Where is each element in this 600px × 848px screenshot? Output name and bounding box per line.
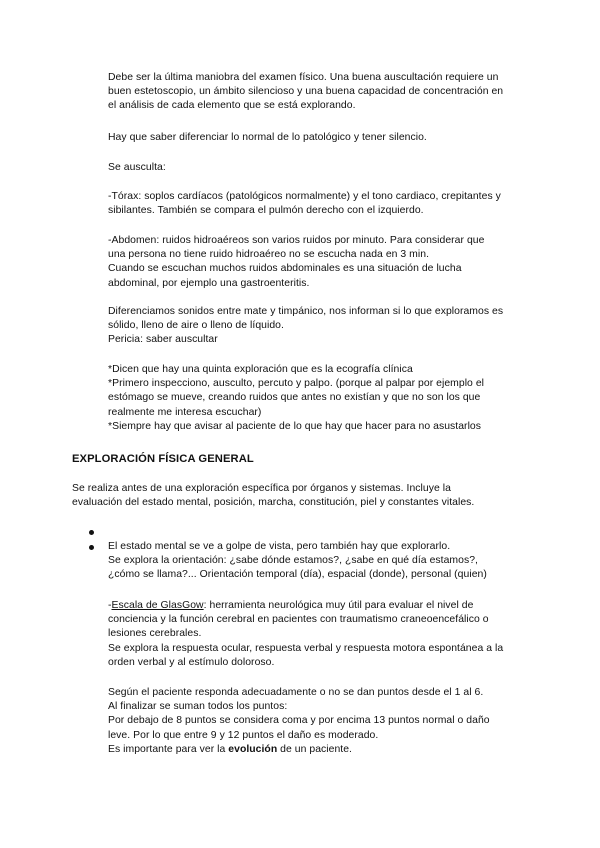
sonidos-line-2: sólido, lleno de aire o lleno de líquido. [108,320,284,332]
notas-line-3: estómago se mueve, creando ruidos que antes no existían y que no son los que [108,392,481,404]
abdomen-line-3: Cuando se escuchan muchos ruidos abdominales es una situación de lucha [108,263,462,275]
intro-paragraph [108,71,503,114]
puntos-paragraph [108,686,490,757]
empty-bullet-dot [89,530,94,535]
glasgow-paragraph [108,599,503,670]
torax-line-2: sibilantes. También se compara el pulmón derecho con el izquierdo. [108,205,424,217]
bullet-line-1: El estado mental se ve a golpe de vista, pero también hay que explorarlo. [108,541,451,552]
torax-paragraph [108,190,501,218]
puntos-line-3: Por debajo de 8 puntos se considera coma y por encima 13 puntos normal o daño [108,715,490,727]
puntos-line-5-post: de un paciente. [277,743,352,755]
glasgow-line-1-rest: : herramienta neurológica muy útil para evaluar el nivel de [203,600,474,611]
glasgow-line-1 [108,599,503,613]
puntos-line-1: Según el paciente responda adecuadamente o no se dan puntos desde el 1 al 6. [108,687,484,698]
sonidos-line-1: Diferenciamos sonidos entre mate y timpánico, nos informan si lo que exploramos es [108,306,504,317]
section-intro-paragraph [72,482,474,510]
bullet-line-2: Se explora la orientación: ¿sabe dónde estamos?, ¿sabe en qué día estamos?, [108,555,478,567]
evolucion-bold: evolución [228,743,278,755]
glasgow-line-3: lesiones cerebrales. [108,628,202,640]
bullet-estado-mental [108,540,487,583]
diferenciar-text: Hay que saber diferenciar lo normal de lo patológico y tener silencio. [108,132,427,143]
bullet-dot [89,545,94,550]
abdomen-line-1: -Abdomen: ruidos hidroaéreos son varios ruidos por minuto. Para considerar que [108,235,485,246]
glasgow-line-5: orden verbal y al estímulo doloroso. [108,656,275,668]
sonidos-line-3: Pericia: saber auscultar [108,334,218,346]
notas-paragraph [108,363,484,434]
diferenciar-paragraph [108,131,427,145]
section-heading: EXPLORACIÓN FÍSICA GENERAL [72,453,254,465]
se-ausculta-paragraph [108,161,166,175]
se-ausculta-text: Se ausculta: [108,162,166,173]
glasgow-dash: - [108,600,112,611]
glasgow-link[interactable]: Escala de GlasGow [111,600,204,611]
puntos-line-5 [108,743,490,757]
intro-line-1: Debe ser la última maniobra del examen físico. Una buena auscultación requiere un [108,72,499,83]
glasgow-line-4: Se explora la respuesta ocular, respuesta verbal y respuesta motora espontánea a la [108,642,504,654]
section-intro-line-1: Se realiza antes de una exploración específica por órganos y sistemas. Incluye la [72,483,451,494]
abdomen-line-4: abdominal, por ejemplo una gastroenteritis. [108,277,310,289]
puntos-line-5-pre: Es importante para ver la [108,743,229,755]
notas-line-5: *Siempre hay que avisar al paciente de lo que hay que hacer para no asustarlos [108,420,482,432]
puntos-line-4: leve. Por lo que entre 9 y 12 puntos el daño es moderado. [108,729,379,741]
intro-line-3: el análisis de cada elemento que se está explorando. [108,100,356,112]
sonidos-paragraph [108,305,503,348]
notas-line-4: realmente me interesa escuchar) [108,406,262,418]
notas-line-2: *Primero inspecciono, ausculto, percuto y palpo. (porque al palpar por ejemplo el [108,378,485,390]
abdomen-paragraph [108,234,484,291]
bullet-line-3: ¿cómo se llama?... Orientación temporal (día), espacial (donde), personal (quien) [108,569,487,581]
notas-line-1: *Dicen que hay una quinta exploración que es la ecografía clínica [108,364,413,375]
abdomen-line-2: una persona no tiene ruido hidroaéreo no se escucha nada en 3 min. [108,249,430,261]
section-intro-line-2: evaluación del estado mental, posición, marcha, constitución, piel y constantes vitales. [72,497,475,509]
intro-line-2: buen estetoscopio, un ámbito silencioso y una buena capacidad de concentración en [108,86,504,98]
puntos-line-2: Al finalizar se suman todos los puntos: [108,701,288,713]
torax-line-1: -Tórax: soplos cardíacos (patológicos normalmente) y el tono cardiaco, crepitantes y [108,191,501,202]
glasgow-line-2: conciencia y la función cerebral en pacientes con traumatismo craneoencefálico o [108,614,489,626]
